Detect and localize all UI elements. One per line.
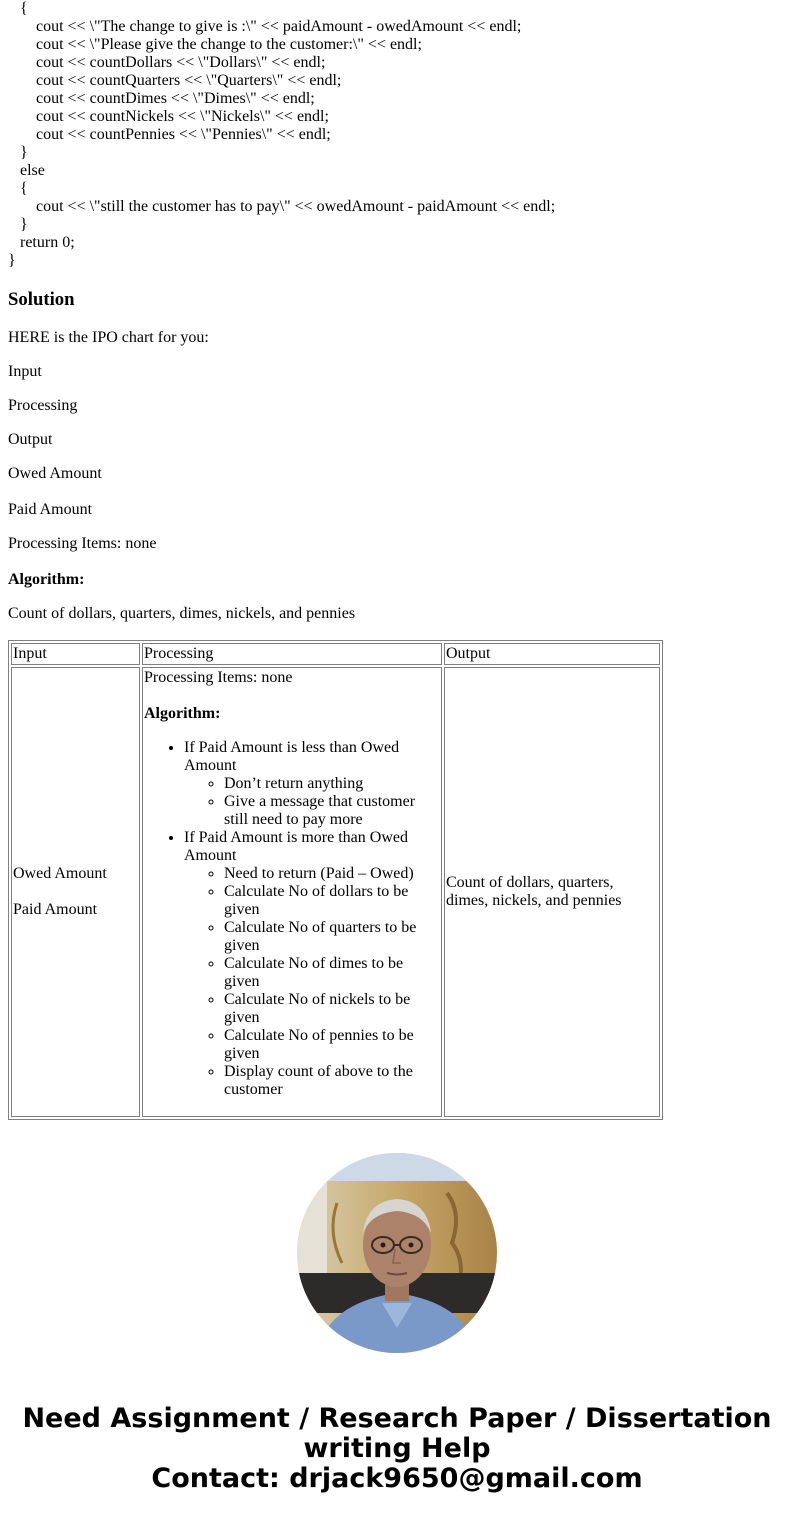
- code-line: }: [20, 216, 28, 233]
- processing-items: Processing Items: none: [144, 669, 293, 686]
- header-input: Input: [11, 643, 140, 665]
- header-output: Output: [444, 643, 660, 665]
- list-item: ◦ Calculate No of dimes to be given: [224, 955, 440, 991]
- case-more-title: If Paid Amount is more than Owed Amount: [184, 829, 408, 864]
- code-line: cout << \"Please give the change to the customer:\" << endl;: [36, 36, 422, 53]
- intro-text: HERE is the IPO chart for you:: [8, 329, 209, 346]
- contact-banner: [0, 1404, 794, 1494]
- code-line: cout << \"The change to give is :\" << paidAmount - owedAmount << endl;: [36, 18, 522, 35]
- processing-cell: [142, 667, 442, 1117]
- input-cell: [11, 667, 140, 1117]
- list-item: ◦ Don’t return anything: [224, 775, 440, 793]
- output-description: Count of dollars, quarters, dimes, nickels, and pennies: [8, 605, 356, 622]
- author-avatar: [297, 1153, 497, 1353]
- list-item: ◦ Give a message that customer still need to pay more: [224, 793, 440, 829]
- footer-help-line: Need Assignment / Research Paper / Dissertation writing Help: [22, 1403, 772, 1464]
- header-processing: Processing: [142, 643, 442, 665]
- output-label: Output: [8, 431, 53, 448]
- output-cell: Count of dollars, quarters, dimes, nickels, and pennies: [444, 667, 660, 1117]
- footer-contact-line: Contact: drjack9650@gmail.com: [151, 1463, 643, 1494]
- code-line: {: [20, 0, 28, 17]
- code-line: else: [20, 162, 45, 179]
- input-paid-amount: Paid Amount: [13, 901, 98, 918]
- paid-amount-text: Paid Amount: [8, 501, 93, 518]
- list-item: ◦ Need to return (Paid – Owed): [224, 865, 440, 883]
- code-line: return 0;: [20, 234, 75, 251]
- list-item: ◦ Calculate No of dollars to be given: [224, 883, 440, 919]
- owed-amount-text: Owed Amount: [8, 465, 102, 482]
- input-label: Input: [8, 363, 42, 380]
- code-line: cout << countDollars << \"Dollars\" << endl;: [36, 54, 326, 71]
- algorithm-list: [144, 739, 440, 1099]
- code-line: cout << countQuarters << \"Quarters\" << endl;: [36, 72, 342, 89]
- code-line: cout << countDimes << \"Dimes\" << endl;: [36, 90, 315, 107]
- document-body: [8, 0, 788, 1098]
- code-line: cout << countPennies << \"Pennies\" << endl;: [36, 126, 331, 143]
- code-line: {: [20, 180, 28, 197]
- algorithm-label: Algorithm:: [8, 571, 85, 588]
- list-item: ◦ Display count of above to the customer: [224, 1063, 440, 1099]
- author-portrait-image: [297, 1153, 497, 1353]
- processing-label: Processing: [8, 397, 78, 414]
- case-less-steps: [184, 775, 440, 829]
- code-line: cout << countNickels << \"Nickels\" << endl;: [36, 108, 329, 125]
- table-row: [11, 667, 660, 1117]
- case-more-steps: [184, 865, 440, 1099]
- code-block: [8, 0, 788, 270]
- list-item: ◦ Calculate No of nickels to be given: [224, 991, 440, 1027]
- processing-items-text: Processing Items: none: [8, 535, 157, 552]
- solution-heading: Solution: [8, 289, 75, 310]
- case-less-title: If Paid Amount is less than Owed Amount: [184, 739, 400, 774]
- list-item: ◦ Calculate No of pennies to be given: [224, 1027, 440, 1063]
- table-header-row: [11, 643, 660, 665]
- code-line: cout << \"still the customer has to pay\" << owedAmount - paidAmount << endl;: [36, 198, 556, 215]
- input-owed-amount: Owed Amount: [13, 865, 107, 882]
- list-item: ◦ Calculate No of quarters to be given: [224, 919, 440, 955]
- list-item: [184, 739, 440, 829]
- code-line: }: [20, 144, 28, 161]
- list-item: [184, 829, 440, 1099]
- ipo-chart-table: [8, 640, 663, 1120]
- algorithm-heading: Algorithm:: [144, 705, 221, 722]
- code-line: }: [8, 252, 16, 269]
